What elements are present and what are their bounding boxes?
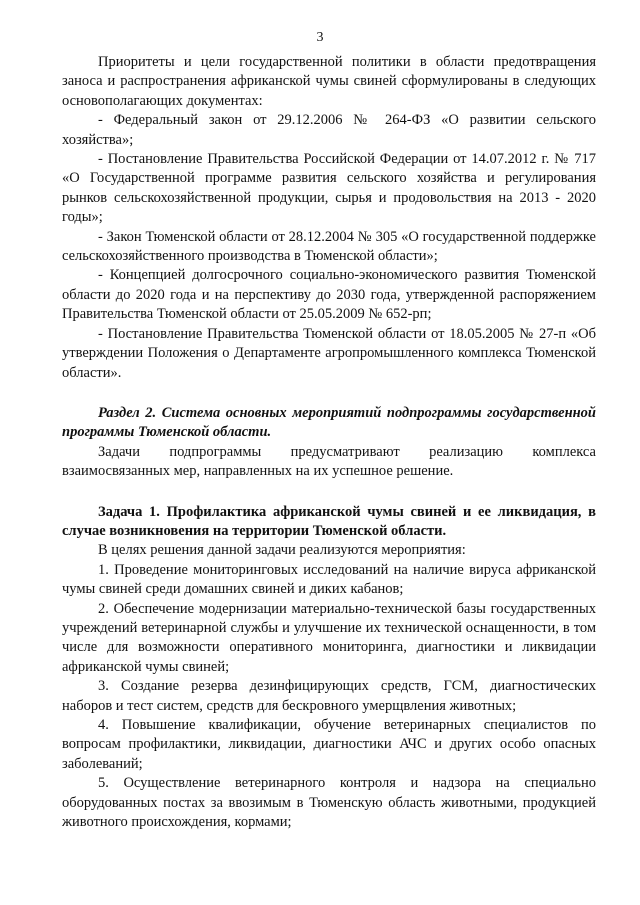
page-body bbox=[62, 53, 596, 832]
spacer bbox=[62, 383, 596, 404]
section-heading: Раздел 2. Система основных мероприятий подпрограммы государственной программы Тюменской области. bbox=[62, 404, 596, 441]
measure-item: 4. Повышение квалификации, обучение ветеринарных специалистов по вопросам профилактики, ликвидации, диагностики АЧС и других особо опасных заболеваний; bbox=[62, 717, 596, 772]
page-number: 3 bbox=[316, 30, 324, 45]
measure-item: 5. Осуществление ветеринарного контроля и надзора на специально оборудованных постах за ввозимым в Тюменскую область животными, продукцией животного происхождения, кормами; bbox=[62, 775, 596, 831]
document-item: - Концепцией долгосрочного социально-экономического развития Тюменской области до 2020 года и на перспективу до 2030 года, утвержденной распоряжением Правительства Тюменской области от 25.05.2009 № 652-рп; bbox=[62, 267, 596, 323]
measure-item: 1. Проведение мониторинговых исследований на наличие вируса африканской чумы свиней среди домашних свиней и диких кабанов; bbox=[62, 561, 596, 598]
document-item: - Постановление Правительства Тюменской области от 18.05.2005 № 27-п «Об утверждении Положения о Департаменте агропромышленного комплекса Тюменской области». bbox=[62, 325, 596, 381]
measure-item: 2. Обеспечение модернизации материально-технической базы государственных учреждений ветеринарной службы и улучшение их технической оснащенности, в том числе для возможности оперативного мониторинга, диагностики и ликвидации африканской чумы свиней; bbox=[62, 600, 596, 675]
task-heading: Задача 1. Профилактика африканской чумы свиней и ее ликвидация, в случае возникновения на территории Тюменской области. bbox=[62, 503, 596, 539]
task-intro: В целях решения данной задачи реализуются мероприятия: bbox=[98, 542, 466, 559]
document-item: - Закон Тюменской области от 28.12.2004 № 305 «О государственной поддержке сельскохозяйственного производства в Тюменской области»; bbox=[62, 228, 596, 265]
intro-paragraph: Приоритеты и цели государственной политики в области предотвращения заноса и распространения африканской чумы свиней сформулированы в следующих основополагающих документах: bbox=[62, 54, 596, 109]
spacer bbox=[62, 482, 596, 503]
document-item: - Федеральный закон от 29.12.2006 № 264-ФЗ «О развитии сельского хозяйства»; bbox=[62, 112, 596, 148]
document-item: - Постановление Правительства Российской Федерации от 14.07.2012 г. № 717 «О Государственной программе развития сельского хозяйства и регулирования рынков сельскохозяйственной продукции, сырья и продовольствия на 2013 - 2020 годы»; bbox=[62, 151, 596, 226]
section-paragraph: Задачи подпрограммы предусматривают реализацию комплекса взаимосвязанных мер, направленных на их успешное решение. bbox=[62, 443, 596, 480]
measure-item: 3. Создание резерва дезинфицирующих средств, ГСМ, диагностических наборов и тест систем, средств для бескровного умерщвления животных; bbox=[62, 678, 596, 714]
